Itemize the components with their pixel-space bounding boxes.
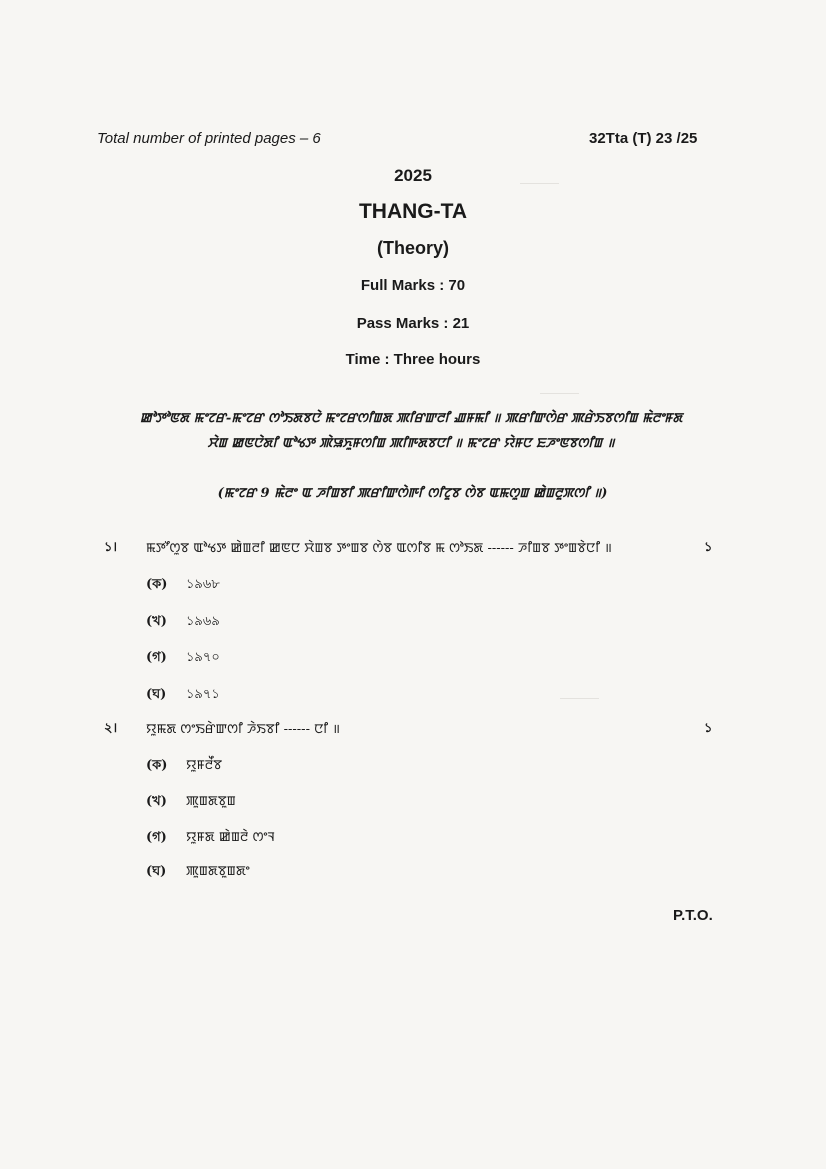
question-2-number: ২। [104,720,118,735]
exam-year: 2025 [394,166,432,185]
option-label: (খ) [146,614,167,629]
option-label: (ক) [146,577,168,592]
question-1-option-b [146,612,220,633]
question-1-option-a [146,575,220,596]
printed-pages-note: Total number of printed pages – 6 [97,130,321,147]
subject-title: THANG-TA [358,200,468,223]
option-text: ꯄꯨꯡꯗꯕꯨꯡ [186,794,236,809]
question-2-option-b [146,792,236,813]
option-text: ১৯৬৯ [186,614,220,629]
question-1-marks: ১ [704,539,713,554]
instruction-line-3: (ꯃꯦꯖꯔ 9 ꯃꯥꯂꯦ ꯑ ꯍꯤꯡꯕꯤ ꯄꯔꯤꯛꯁꯥꯒꯤ ꯁꯤꯖꯨꯕ ꯁꯥꯕ ꯑꯃꯁꯨꯡ ꯀꯥꯡꯂꯨꯞꯁꯤ ॥) [217,486,608,501]
full-marks: Full Marks : 70 [360,277,466,294]
bleed-through-mark: ――― [520,175,559,190]
bleed-through-mark: ――― [540,385,579,400]
option-label: (ক) [146,758,168,773]
bleed-through-mark: ――― [560,690,599,705]
option-text: ꯌꯨꯝꯗ ꯀꯥꯡꯂꯥ ꯁꯦꯜ [186,830,275,845]
question-1-text: ꯃꯇꯧꯁꯨꯕ ꯑꯣꯠꯇ ꯀꯥꯡꯂꯤ ꯀꯟꯅ ꯆꯥꯡꯕ ꯇꯦꯡꯕ ꯁꯥꯕ ꯑꯁꯤꯕ ꯃ ꯁꯣꯏꯗ ------ ꯍꯤꯡꯕ ꯇꯦꯡꯕꯥꯅꯤ ॥ [146,541,612,556]
option-label: (খ) [146,794,167,809]
option-text: ১৯৭১ [186,687,220,702]
question-2-text: ꯌꯨꯃꯗ ꯁꯦꯏꯔꯥꯛꯁꯤ ꯍꯥꯏꯕꯤ ------ ꯅꯤ ॥ [146,722,341,737]
option-text: ꯄꯨꯡꯗꯕꯨꯡꯗꯦ [186,864,250,879]
option-text: ꯌꯨꯝꯂꯩꯕ [186,758,222,773]
paper-code: 32Tta (T) 23 /25 [589,130,698,147]
question-2-option-a [146,756,222,777]
time-allowed: Time : Three hours [345,351,481,368]
question-1-number: ১। [104,539,118,554]
option-text: ১৯৬৮ [186,577,220,592]
question-1-option-c [146,648,220,669]
paper-type: (Theory) [377,238,449,258]
please-turn-over: P.T.O. [673,907,713,924]
option-label: (ঘ) [146,687,167,702]
option-text: ১৯৭০ [186,650,220,665]
option-label: (ঘ) [146,864,167,879]
question-2-option-c [146,828,275,849]
instruction-line-1: ꯀꯣꯇꯣꯟꯗ ꯃꯦꯖꯔ-ꯃꯦꯖꯔ ꯁꯣꯏꯗꯕꯅꯥ ꯃꯦꯖꯔꯁꯤꯡꯗ ꯄꯤꯔꯛꯂꯤ ꯉꯝꯃꯤ ॥ ꯄꯔꯤꯛꯁꯥꯔ ꯄꯔꯥꯏꯕꯁꯤꯡ ꯃꯥꯂꯦꯝꯗ [139,411,683,426]
option-label: (গ) [146,830,167,845]
pass-marks: Pass Marks : 21 [356,315,470,332]
question-2-option-d [146,862,250,883]
question-1-option-d [146,685,220,706]
option-label: (গ) [146,650,167,665]
instruction-line-2: ꯆꯥꯡ ꯀꯟꯅꯥꯗꯤ ꯑꯣꯠꯇ ꯄꯥꯎꯈꯨꯝꯁꯤꯡ ꯄꯤꯒꯗꯕꯅꯤ ॥ ꯃꯦꯖꯔ ꯌꯥꯝꯅ ꯐꯍꯦꯟꯕꯁꯤꯡ ॥ [207,436,615,451]
question-2-marks: ১ [704,720,713,735]
